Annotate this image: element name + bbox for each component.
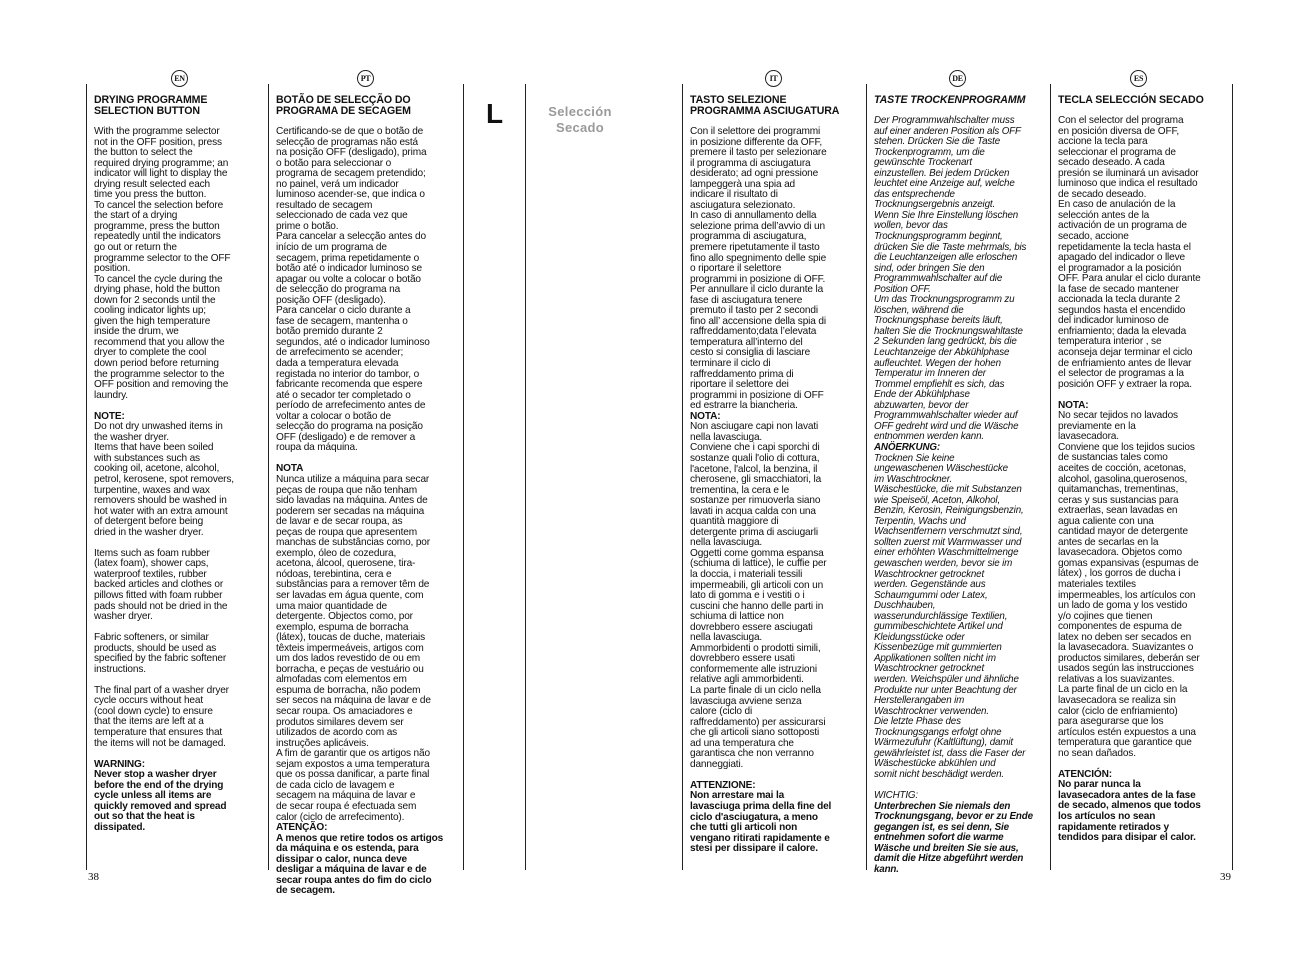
language-badge-de: DE: [949, 70, 966, 87]
paragraph: Items such as foam rubber (latex foam), shower caps, waterproof textiles, rubber backed articles and clothes or pillows fitted with foam rubber pads should not be dried in the washer dryer.: [94, 547, 228, 623]
column-de: [874, 95, 1046, 886]
page-number-left: 38: [88, 871, 99, 883]
warning-text: Never stop a washer dryer before the end of the drying cycle unless all items are quickly removed and spread out so that the heat is dissipated.: [94, 769, 227, 833]
warning-text: Non arrestare mai la lavasciuga prima della fine del ciclo d'asciugatura, a meno che tutti gli articoli non vengano ritirati rapidamente e stesi per dissipare il calore.: [690, 790, 832, 855]
warning-heading: WICHTIG:: [874, 789, 918, 801]
column-rule: [1232, 84, 1233, 870]
paragraph: Fabric softeners, or similar products, should be used as specified by the fabric softener instructions.: [94, 632, 227, 675]
paragraph: Do not dry unwashed items in the washer dryer. Items that have been soiled with substances such as cooking oil, acetone, alcohol, petrol, kerosene, spot removers, turpentine, waxes and wax removers should be washed in hot water with an extra amount of detergent before being dried in the washer dryer.: [94, 421, 234, 538]
section-title: [530, 104, 630, 136]
warning-text: No parar nunca la lavasecadora antes de la fase de secado, almenos que todos los artículos no sean rapidamente retirados y tendidos para disipar el calor.: [1058, 779, 1201, 844]
language-badge-pt: PT: [357, 70, 374, 87]
language-badge-es: ES: [1130, 70, 1147, 87]
warning-heading: ATENÇÃO:: [276, 822, 328, 834]
paragraph: Con il selettore dei programmi in posizione differente da OFF, premere il tasto per selezionare il programma di asciugatura desiderato; ad ogni pressione lampeggerà una spia ad indicare il risultato di asciugatura selezionato. In caso di annullamento della selezione prima dell’avvio di un programma di asciugatura, premere ripetutamente il tasto fino allo spegnimento delle spie o riportare il selettore programmi in posizione di OFF. Per annullare il ciclo durante la fase di asciugatura tenere premuto il tasto per 2 secondi fino all’ accensione della spia di raffreddamento;data l’elevata temperatura all’interno del cesto si consiglia di lasciare terminare il ciclo di raffreddamento prima di riportare il selettore dei programmi in posizione di OFF ed estrarre la biancheria.: [690, 126, 827, 412]
paragraph: With the programme selector not in the OFF position, press the button to select the required drying programme; an indicator will light to display the drying result selected each time you press the button. To cancel the selection before the start of a drying programme, press the button repeatedly until the indicators go out or return the programme selector to the OFF position. To cancel the cycle during the drying phase, hold the button down for 2 seconds until the cooling indicator lights up; given the high temperature inside the drum, we recommend that you allow the dryer to complete the cool down period before returning the programme selector to the OFF position and removing the laundry.: [94, 126, 231, 401]
language-badge-en: EN: [171, 70, 188, 87]
paragraph: Certificando-se de que o botão de selecção de programas não está na posição OFF (desligado), prima o botão para seleccionar o programa de secagem pretendido; no painel, verá um indicador luminoso acender-se, que indica o resultado de secagem seleccionado de cada vez que prime o botão. Para cancelar a selecção antes do início de um programa de secagem, prima repetidamente o botão até o indicador luminoso se apagar ou volte a colocar o botão de selecção do programa na posição OFF (desligado). Para cancelar o ciclo durante a fase de secagem, mantenha o botão premido durante 2 segundos, até o indicador luminoso de arrefecimento se acender; dada a temperatura elevada registada no interior do tambor, o fabricante recomenda que espere até o secador ter completado o período de arrefecimento antes de voltar a colocar o botão de selecção do programa na posição OFF (desligado) e de remover a roupa da máquina.: [276, 126, 430, 454]
note-heading: ANÖERKUNG:: [874, 441, 940, 453]
column-es: [1058, 95, 1230, 854]
heading-it: TASTO SELEZIONE PROGRAMMA ASCIUGATURA: [690, 94, 840, 117]
column-rule: [1050, 84, 1051, 870]
paragraph: Non asciugare capi non lavati nella lavasciuga. Conviene che i capi sporchi di sostanze quali l'olio di cottura, l'acetone, l'alcol, la benzina, il cherosene, gli smacchiatori, la trementina, la cera e le sostanze per rimuoverla siano lavati in acqua calda con una quantità maggiore di detergente prima di asciugarli nella lavasciuga. Oggetti come gomma espansa (schiuma di lattice), le cuffie per la doccia, i materiali tessili impermeabili, gli articoli con un lato di gomma e i vestiti o i cuscini che hanno delle parti in schiuma di lattice non dovrebbero essere asciugati nella lavasciuga. Ammorbidenti o prodotti simili, dovrebbero essere usati conformemente alle istruzioni relative agli ammorbidenti. La parte finale di un ciclo nella lavasciuga avviene senza calore (ciclo di raffreddamento) per assicurarsi che gli articoli siano sottoposti ad una temperatura che garantisca che non verranno danneggiati.: [690, 421, 827, 770]
column-rule: [268, 84, 269, 870]
heading-pt: BOTÃO DE SELECÇÃO DO PROGRAMA DE SECAGEM: [276, 94, 411, 117]
column-rule: [525, 84, 526, 870]
note-heading: NOTA: [276, 463, 304, 475]
page-number-right: 39: [1220, 871, 1231, 883]
column-pt: [276, 95, 458, 907]
paragraph: Con el selector del programa en posición diversa de OFF, accione la tecla para seleccionar el programa de secado deseado. A cada presión se iluminará un avisador luminoso que indica el resultado de secado deseado. En caso de anulación de la selección antes de la activación de un programa de secado, accione repetidamente la tecla hasta el apagado del indicador o lleve el programador a la posición OFF. Para anular el ciclo durante la fase de secado mantener accionada la tecla durante 2 segundos hasta el encendido del indicador luminoso de enfriamiento; dada la elevada temperatura interior , se aconseja dejar terminar el ciclo de enfriamiento antes de llevar el selector de programas a la posición OFF y extraer la ropa.: [1058, 115, 1201, 390]
paragraph: Trocknen Sie keine ungewaschenen Wäschestücke im Waschtrockner. Wäschestücke, die mit Substanzen wie Speiseöl, Aceton, Alkohol, Benzin, Kerosin, Reinigungsbenzin, Terpentin, Wachs und Wachsentfernern verschmutzt sind, sollten zuerst mit Warmwasser und einer erhöhten Waschmittelmenge gewaschen werden, bevor sie im Waschtrockner getrocknet werden. Gegenstände aus Schaumgummi oder Latex, Duschhauben, wasserundurchlässige Textilien, gummibeschichtete Artikel und Kleidungsstücke oder Kissenbezüge mit gummierten Applikationen sollten nicht im Waschtrockner getrocknet werden. Weichspüler und ähnliche Produkte nur unter Beachtung der Herstellerangaben im Waschtrockner verwenden. Die letzte Phase des Trocknungsgangs erfolgt ohne Wärmezufuhr (Kaltlüftung), damit gewährleistet ist, dass die Faser der Wäschestücke abkühlen und somit nicht beschädigt werden.: [874, 452, 1026, 780]
paragraph: Nunca utilize a máquina para secar peças de roupa que não tenham sido lavadas na máquina. Antes de poderem ser secadas na máquina de lavar e de secar roupa, as peças de roupa que apresentem manchas de substâncias como, por exemplo, óleo de cozedura, acetona, álcool, querosene, tira- nódoas, terebintina, cera e substâncias para a remover têm de ser lavadas em água quente, com uma maior quantidade de detergente. Objectos como, por exemplo, espuma de borracha (látex), toucas de duche, materiais têxteis impermeáveis, artigos com um dos lados revestido de ou em borracha, e peças de vestuário ou almofadas com elementos em espuma de borracha, não podem ser secos na máquina de lavar e de secar roupa. Os amaciadores e produtos similares devem ser utilizados de acordo com as instruções aplicáveis. A fim de garantir que os artigos não sejam expostos a uma temperatura que os possa danificar, a parte final de cada ciclo de lavagem e secagem na máquina de lavar e de secar roupa é efectuada sem calor (ciclo de arrefecimento).: [276, 474, 431, 823]
paragraph: No secar tejidos no lavados previamente en la lavasecadora. Conviene que los tejidos sucios de sustancias tales como aceites de cocción, acetonas, alcohol, gasolina,querosenos, quitamanchas, trementinas, ceras y sus sustancias para extraerlas, sean lavadas en agua caliente con una cantidad mayor de detergente antes de secarlas en la lavasecadora. Objetos como gomas expansivas (espumas de látex) , los gorros de ducha i materiales textiles impermeables, los artículos con un lado de goma y los vestido y/o cojines que tienen componentes de espuma de latex no deben ser secados en la lavasecadora. Suavizantes o productos similares, deberán ser usados según las instrucciones relativas a los suavizantes. La parte final de un ciclo en la lavasecadora se realiza sin calor (ciclo de enfriamiento) para asegurarse que los artículos estén expuestos a una temperatura que garantice que no sean dañados.: [1058, 410, 1200, 759]
language-badge-it: IT: [765, 70, 782, 87]
column-rule: [866, 84, 867, 870]
column-rule: [682, 84, 683, 870]
column-it: [690, 95, 862, 865]
column-rule: [463, 84, 464, 870]
paragraph: The final part of a washer dryer cycle occurs without heat (cool down cycle) to ensure that the items are left at a temperature that ensures that the items will not be damaged.: [94, 684, 229, 749]
heading-es: TECLA SELECCIÓN SECADO: [1058, 94, 1204, 106]
section-title-text: Selección Secado: [548, 104, 612, 135]
note-heading: NOTE:: [94, 410, 125, 422]
warning-text: A menos que retire todos os artigos da máquina e os estenda, para dissipar o calor, nunca deve desligar a máquina de lavar e de secar roupa antes do fim do ciclo de secagem.: [276, 832, 444, 897]
heading-en: DRYING PROGRAMME SELECTION BUTTON: [94, 94, 208, 117]
paragraph: Der Programmwahlschalter muss auf einer anderen Position als OFF stehen. Drücken Sie die Taste Trockenprogramm, um die gewünschte Trockenart einzustellen. Bei jedem Drücken leuchtet eine Anzeige auf, welche das entsprechende Trocknungsergebnis anzeigt. Wenn Sie Ihre Einstellung löschen wollen, bevor das Trocknungsprogramm beginnt, drücken Sie die Taste mehrmals, bis die Leuchtanzeigen alle erloschen sind, oder bringen Sie den Programmwahlschalter auf die Position OFF. Um das Trocknungsprogramm zu löschen, während die Trocknungsphase bereits läuft, halten Sie die Trocknungswahltaste 2 Sekunden lang gedrückt, bis die Leuchtanzeige der Abkühlphase aufleuchtet. Wegen der hohen Temperatur im Inneren der Trommel empfiehlt es sich, das Ende der Abkühlphase abzuwarten, bevor der Programmwahlschalter wieder auf OFF gedreht wird und die Wäsche entnommen werden kann.: [874, 115, 1027, 443]
column-rule: [86, 84, 87, 870]
note-heading: NOTA:: [690, 410, 721, 422]
warning-heading: ATENCIÓN:: [1058, 768, 1112, 780]
heading-de: TASTE TROCKENPROGRAMM: [874, 94, 1026, 106]
warning-heading: WARNING:: [94, 758, 145, 770]
warning-text: Unterbrechen Sie niemals den Trocknungsgang, bevor er zu Ende gegangen ist, es sei denn, Sie entnehmen sofort die warme Wäsche und breiten Sie sie aus, damit die Hitze abgeführt werden kann.: [874, 800, 1033, 875]
note-heading: NOTA:: [1058, 399, 1089, 411]
column-en: [94, 95, 264, 844]
section-letter: L: [486, 98, 504, 129]
warning-heading: ATTENZIONE:: [690, 779, 756, 791]
